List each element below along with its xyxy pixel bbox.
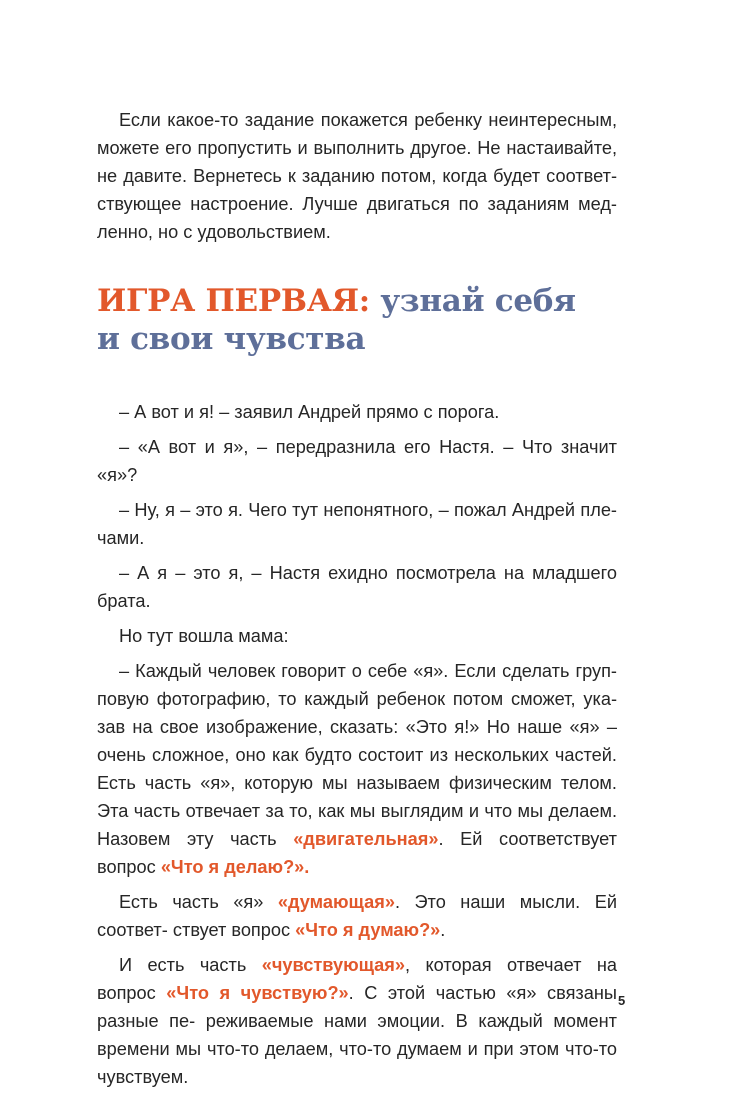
dialog-line: И есть часть <box>119 955 262 975</box>
highlight-feeling: «чувствующая» <box>261 955 406 975</box>
highlight-question-feel: «Что я чувствую?» <box>166 983 349 1003</box>
highlight-question-do: «Что я делаю?» <box>160 857 305 877</box>
intro-line: можете его пропустить и выполнить другое. Не настаивайте, <box>97 138 617 158</box>
highlight-thinking: «думающая» <box>277 892 395 912</box>
intro-line: ленно, но с удовольствием. <box>97 222 331 242</box>
mother-speech-paragraph <box>97 657 617 881</box>
intro-line: Если какое-то задание покажется ребенку неинтересным, <box>119 110 617 130</box>
dialog-line: . Это наши мысли. Ей соответ- <box>97 892 617 940</box>
dialog-line: Есть часть «я», которую мы называем физическим телом. <box>97 773 617 793</box>
dialog-paragraph: – А вот и я! – заявил Андрей прямо с порога. <box>119 402 500 422</box>
dialog-line: Назовем эту часть <box>97 829 294 849</box>
dialog-line: . <box>440 920 446 940</box>
dialog-line: Эта часть отвечает за то, как мы выглядим и что мы делаем. <box>97 801 617 821</box>
dialog-line: брата. <box>97 591 151 611</box>
dialog-line: , которая отвечает на вопрос <box>97 955 617 1003</box>
intro-paragraph <box>97 106 617 246</box>
dialog-line: . С этой частью «я» связаны разные пе- <box>97 983 617 1031</box>
dialog-line: что-то делаем, что-то думаем и при этом что-то чувствуем. <box>97 1039 617 1087</box>
dialog-paragraph: Но тут вошла мама: <box>119 626 289 646</box>
dialog-line: Есть часть «я» <box>119 892 278 912</box>
highlight-question-think: «Что я думаю?» <box>295 920 441 940</box>
intro-text <box>97 106 617 246</box>
dialog-paragraph <box>97 888 617 944</box>
dialog-section <box>97 398 617 1098</box>
dialog-line: ствует вопрос <box>172 920 296 940</box>
dialog-line: чами. <box>97 528 145 548</box>
dialog-line: реживаемые нами эмоции. В каждый момент времени мы <box>97 1011 618 1059</box>
dialog-line: зав на свое изображение, сказать: «Это я!» Но наше «я» – <box>97 717 617 737</box>
dialog-paragraph <box>97 559 617 615</box>
heading-game-number: ИГРА ПЕРВАЯ: <box>97 283 370 319</box>
highlight-motor: «двигательная» <box>293 829 439 849</box>
dialog-line: – Каждый человек говорит о себе «я». Если сделать груп- <box>119 661 617 681</box>
intro-line: ствующее настроение. Лучше двигаться по заданиям мед- <box>97 194 617 214</box>
intro-line: не давите. Вернетесь к заданию потом, когда будет соответ- <box>97 166 617 186</box>
dialog-paragraph <box>97 496 617 552</box>
page-number: 5 <box>618 993 626 1008</box>
highlight-period: . <box>304 857 310 877</box>
section-heading <box>97 282 657 358</box>
heading-subtitle-line2: и свои чувства <box>97 321 366 357</box>
dialog-line: – Ну, я – это я. Чего тут непонятного, – пожал Андрей пле- <box>119 500 617 520</box>
dialog-paragraph <box>97 951 617 1091</box>
heading-subtitle: узнай себя <box>380 283 576 319</box>
dialog-line: . Ей соответствует вопрос <box>97 829 618 877</box>
dialog-line: – А я – это я, – Настя ехидно посмотрела на младшего <box>119 563 617 583</box>
dialog-paragraph: – «А вот и я», – передразнила его Настя. – Что значит «я»? <box>97 437 617 485</box>
dialog-line: очень сложное, оно как будто состоит из нескольких частей. <box>97 745 617 765</box>
dialog-line: повую фотографию, то каждый ребенок потом сможет, ука- <box>97 689 617 709</box>
